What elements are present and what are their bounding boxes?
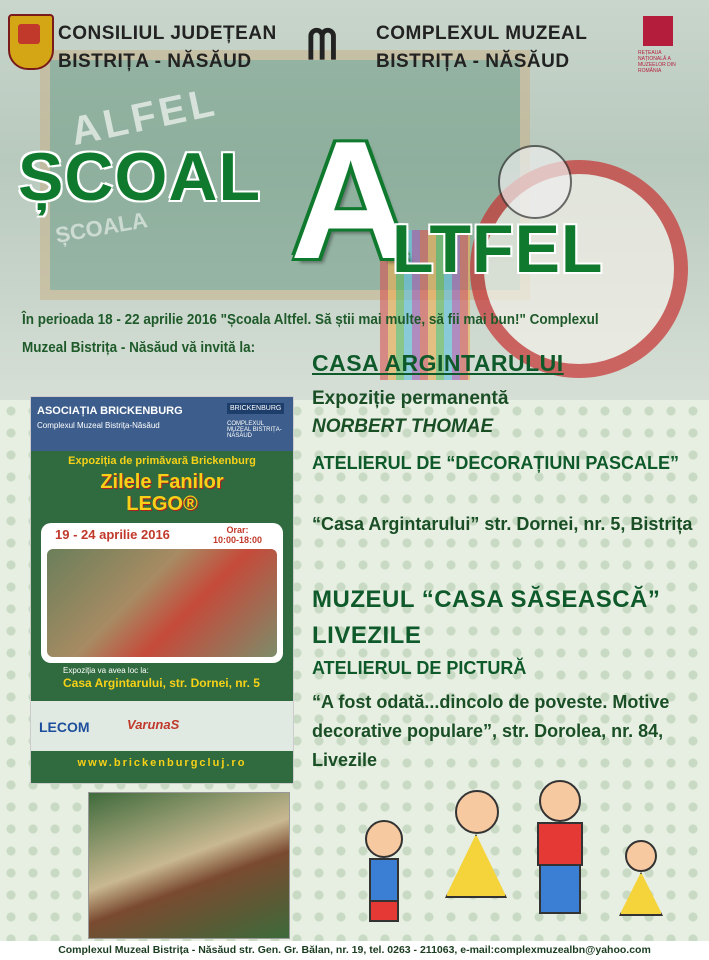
intro-line1: În perioada 18 - 22 aprilie 2016 "Școala Altfel. Să știi mai multe, să fii mai bun!" Complexul xyxy=(22,312,599,328)
children-drawing xyxy=(355,780,685,940)
poster-location-label: Expoziția va avea loc la: xyxy=(63,666,149,675)
painting-workshop-title: ATELIERUL DE PICTURĂ xyxy=(312,658,527,678)
poster-photo-frame xyxy=(41,523,283,663)
lego-exhibition-poster xyxy=(30,396,294,784)
museum-complex-name xyxy=(376,20,587,76)
museum-complex-line2: BISTRIȚA - NĂSĂUD xyxy=(376,51,570,72)
permanent-exhibition-label: Expoziție permanentă xyxy=(312,388,509,409)
museum-logo-icon: ᗰ xyxy=(307,20,338,69)
sponsor-lecom-logo: LECOM xyxy=(39,719,90,735)
football-image xyxy=(498,145,572,219)
poster-location: Casa Argintarului, str. Dornei, nr. 5 xyxy=(63,676,260,690)
poster-schedule-label: Orar: xyxy=(226,525,249,535)
chalk-text: ALFEL xyxy=(66,80,222,155)
poster-zilele: Zilele Fanilor xyxy=(100,471,224,493)
poster-association-partner: Complexul Muzeal Bistrița-Năsăud xyxy=(37,421,160,430)
poster-association: ASOCIAȚIA BRICKENBURG xyxy=(37,405,183,417)
county-crest-icon xyxy=(8,14,54,70)
rnm-logo-icon xyxy=(643,16,673,46)
lego-building-photo xyxy=(88,792,290,939)
painting-workshop-description: “A fost odată...dincolo de poveste. Motive decorative populare”, str. Dorolea, nr. 84, Livezile xyxy=(312,692,670,770)
title-scoal: ȘCOAL xyxy=(18,139,261,215)
intro-line2: Muzeal Bistrița - Năsăud vă invită la: xyxy=(22,340,256,356)
sponsor-varunas-logo: VarunaS xyxy=(127,717,180,732)
header xyxy=(0,0,709,80)
county-council-name xyxy=(58,20,277,76)
casa-argintarului-address: “Casa Argintarului” str. Dornei, nr. 5, Bistrița xyxy=(312,514,693,534)
poster-museum-logo: COMPLEXUL MUZEAL BISTRIȚA-NĂSĂUD xyxy=(227,421,282,439)
casa-argintarului-title: CASA ARGINTARULUI xyxy=(312,350,564,376)
poster-brickenburg-logo: BRICKENBURG xyxy=(227,403,284,414)
poster-sponsors xyxy=(31,701,293,751)
poster-schedule-hours: 10:00-18:00 xyxy=(213,535,263,545)
rnm-logo-text: REȚEAUA NAȚIONALĂ A MUZEELOR DIN ROMÂNIA xyxy=(638,50,676,74)
title-big-a: A xyxy=(290,106,412,294)
poster-schedule xyxy=(213,525,262,545)
poster-website: www.brickenburgcluj.ro xyxy=(77,757,247,769)
county-council-line1: CONSILIUL JUDEȚEAN xyxy=(58,23,277,44)
county-council-line2: BISTRIȚA - NĂSĂUD xyxy=(58,51,252,72)
easter-workshop-title: ATELIERUL DE “DECORAȚIUNI PASCALE” xyxy=(312,453,680,473)
museum-complex-line1: COMPLEXUL MUZEAL xyxy=(376,23,588,44)
poster-lego: LEGO® xyxy=(126,493,198,515)
muzeul-casa-saseasca-title: MUZEUL “CASA SĂSEASCĂ” LIVEZILE xyxy=(312,586,661,649)
title-ltfel: LTFEL xyxy=(392,211,604,287)
poster-lego-city-photo xyxy=(47,549,277,657)
footer-contact: Complexul Muzeal Bistrița - Năsăud str. Gen. Gr. Bălan, nr. 19, tel. 0263 - 211063, e-mail:complexmuzealbn@yahoo.com xyxy=(0,941,709,960)
poster-exhibition-title: Expoziția de primăvară Brickenburg xyxy=(68,455,256,467)
poster-dates: 19 - 24 aprilie 2016 xyxy=(55,527,170,542)
chalk-text-2: ȘCOALA xyxy=(53,207,150,248)
norbert-thomae-name: NORBERT THOMAE xyxy=(312,416,494,437)
